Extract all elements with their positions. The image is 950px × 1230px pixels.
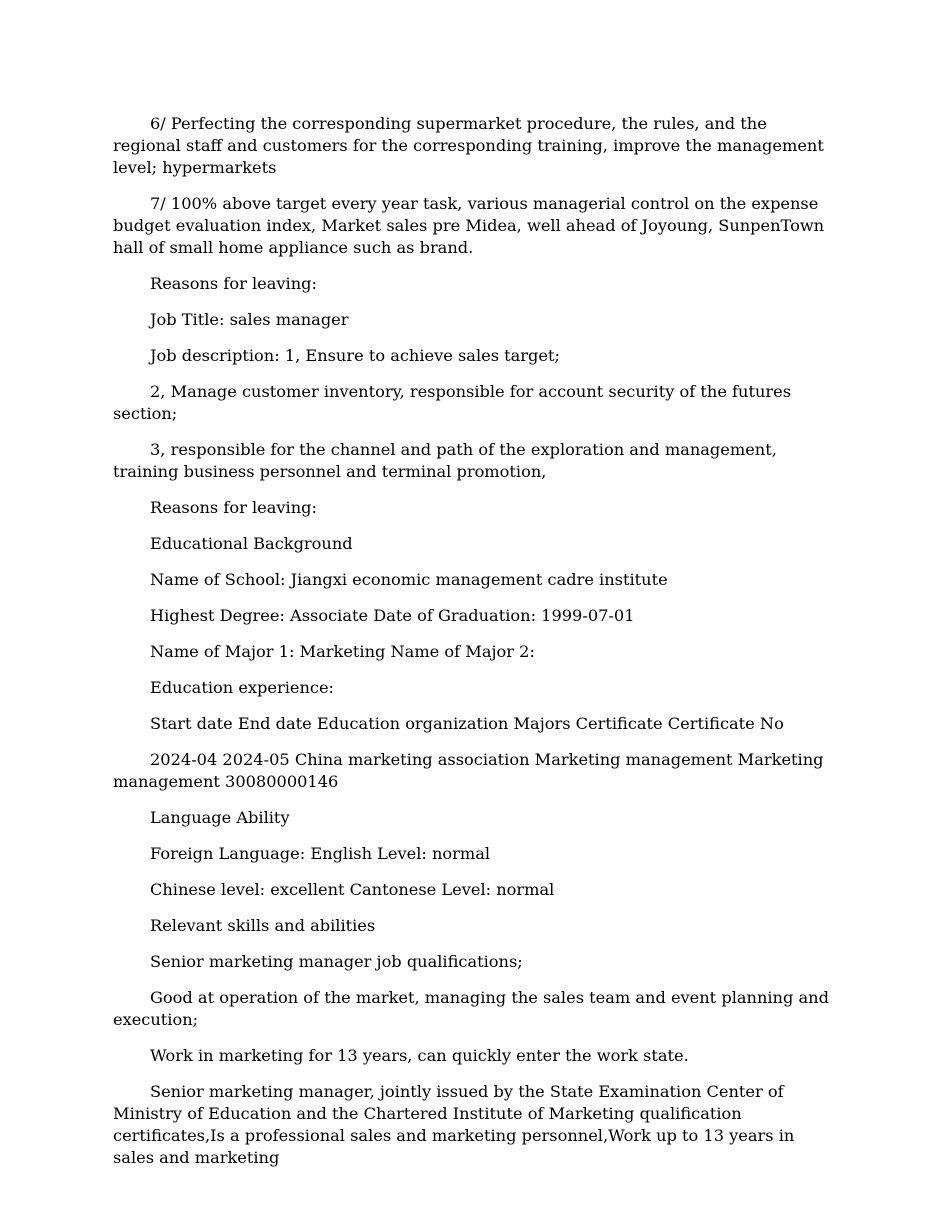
- paragraph-reasons-for-leaving-2: Reasons for leaving:: [150, 498, 317, 517]
- paragraph-chinese-level: Chinese level: excellent Cantonese Level: normal: [150, 880, 555, 899]
- section-heading-skills: Relevant skills and abilities: [150, 916, 376, 935]
- paragraph-major: Name of Major 1: Marketing Name of Major 2:: [150, 642, 535, 661]
- paragraph-highest-degree: Highest Degree: Associate Date of Graduation: 1999-07-01: [150, 606, 635, 625]
- paragraph-market-operation: Good at operation of the market, managing the sales team and event planning and execution;: [113, 988, 829, 1029]
- paragraph-education-header: Start date End date Education organization Majors Certificate Certificate No: [150, 714, 784, 733]
- paragraph-sales-achievement: 7/ 100% above target every year task, various managerial control on the expense budget evaluation index, Market sales pre Midea, well ahead of Joyoung, SunpenTown hall of small home appliance such as brand.: [113, 194, 825, 257]
- paragraph-qualifications: Senior marketing manager job qualifications;: [150, 952, 523, 971]
- paragraph-job-description: Job description: 1, Ensure to achieve sales target;: [150, 346, 560, 365]
- section-heading-education: Educational Background: [150, 534, 353, 553]
- paragraph-target-task: 6/ Perfecting the corresponding supermarket procedure, the rules, and the regional staff and customers for the corresponding training, improve the management level; hypermarkets: [113, 114, 824, 177]
- paragraph-duty-3: 3, responsible for the channel and path of the exploration and management, training business personnel and terminal promotion,: [113, 440, 777, 481]
- paragraph-certification: Senior marketing manager, jointly issued by the State Examination Center of Ministry of Education and the Chartered Institute of Marketing qualification certificates,Is a professional sales and marketing personnel,Work up to 13 years in sales and marketing: [113, 1082, 795, 1167]
- paragraph-education-experience: Education experience:: [150, 678, 334, 697]
- document-page: [113, 113, 831, 1183]
- paragraph-work-experience: Work in marketing for 13 years, can quickly enter the work state.: [150, 1046, 689, 1065]
- paragraph-school-name: Name of School: Jiangxi economic management cadre institute: [150, 570, 668, 589]
- paragraph-foreign-language: Foreign Language: English Level: normal: [150, 844, 491, 863]
- paragraph-job-title: Job Title: sales manager: [150, 310, 349, 329]
- section-heading-language: Language Ability: [150, 808, 290, 827]
- paragraph-education-entry: 2024-04 2024-05 China marketing association Marketing management Marketing management 30080000146: [113, 750, 824, 791]
- paragraph-duty-2: 2, Manage customer inventory, responsible for account security of the futures section;: [113, 382, 792, 423]
- paragraph-reasons-for-leaving: Reasons for leaving:: [150, 274, 317, 293]
